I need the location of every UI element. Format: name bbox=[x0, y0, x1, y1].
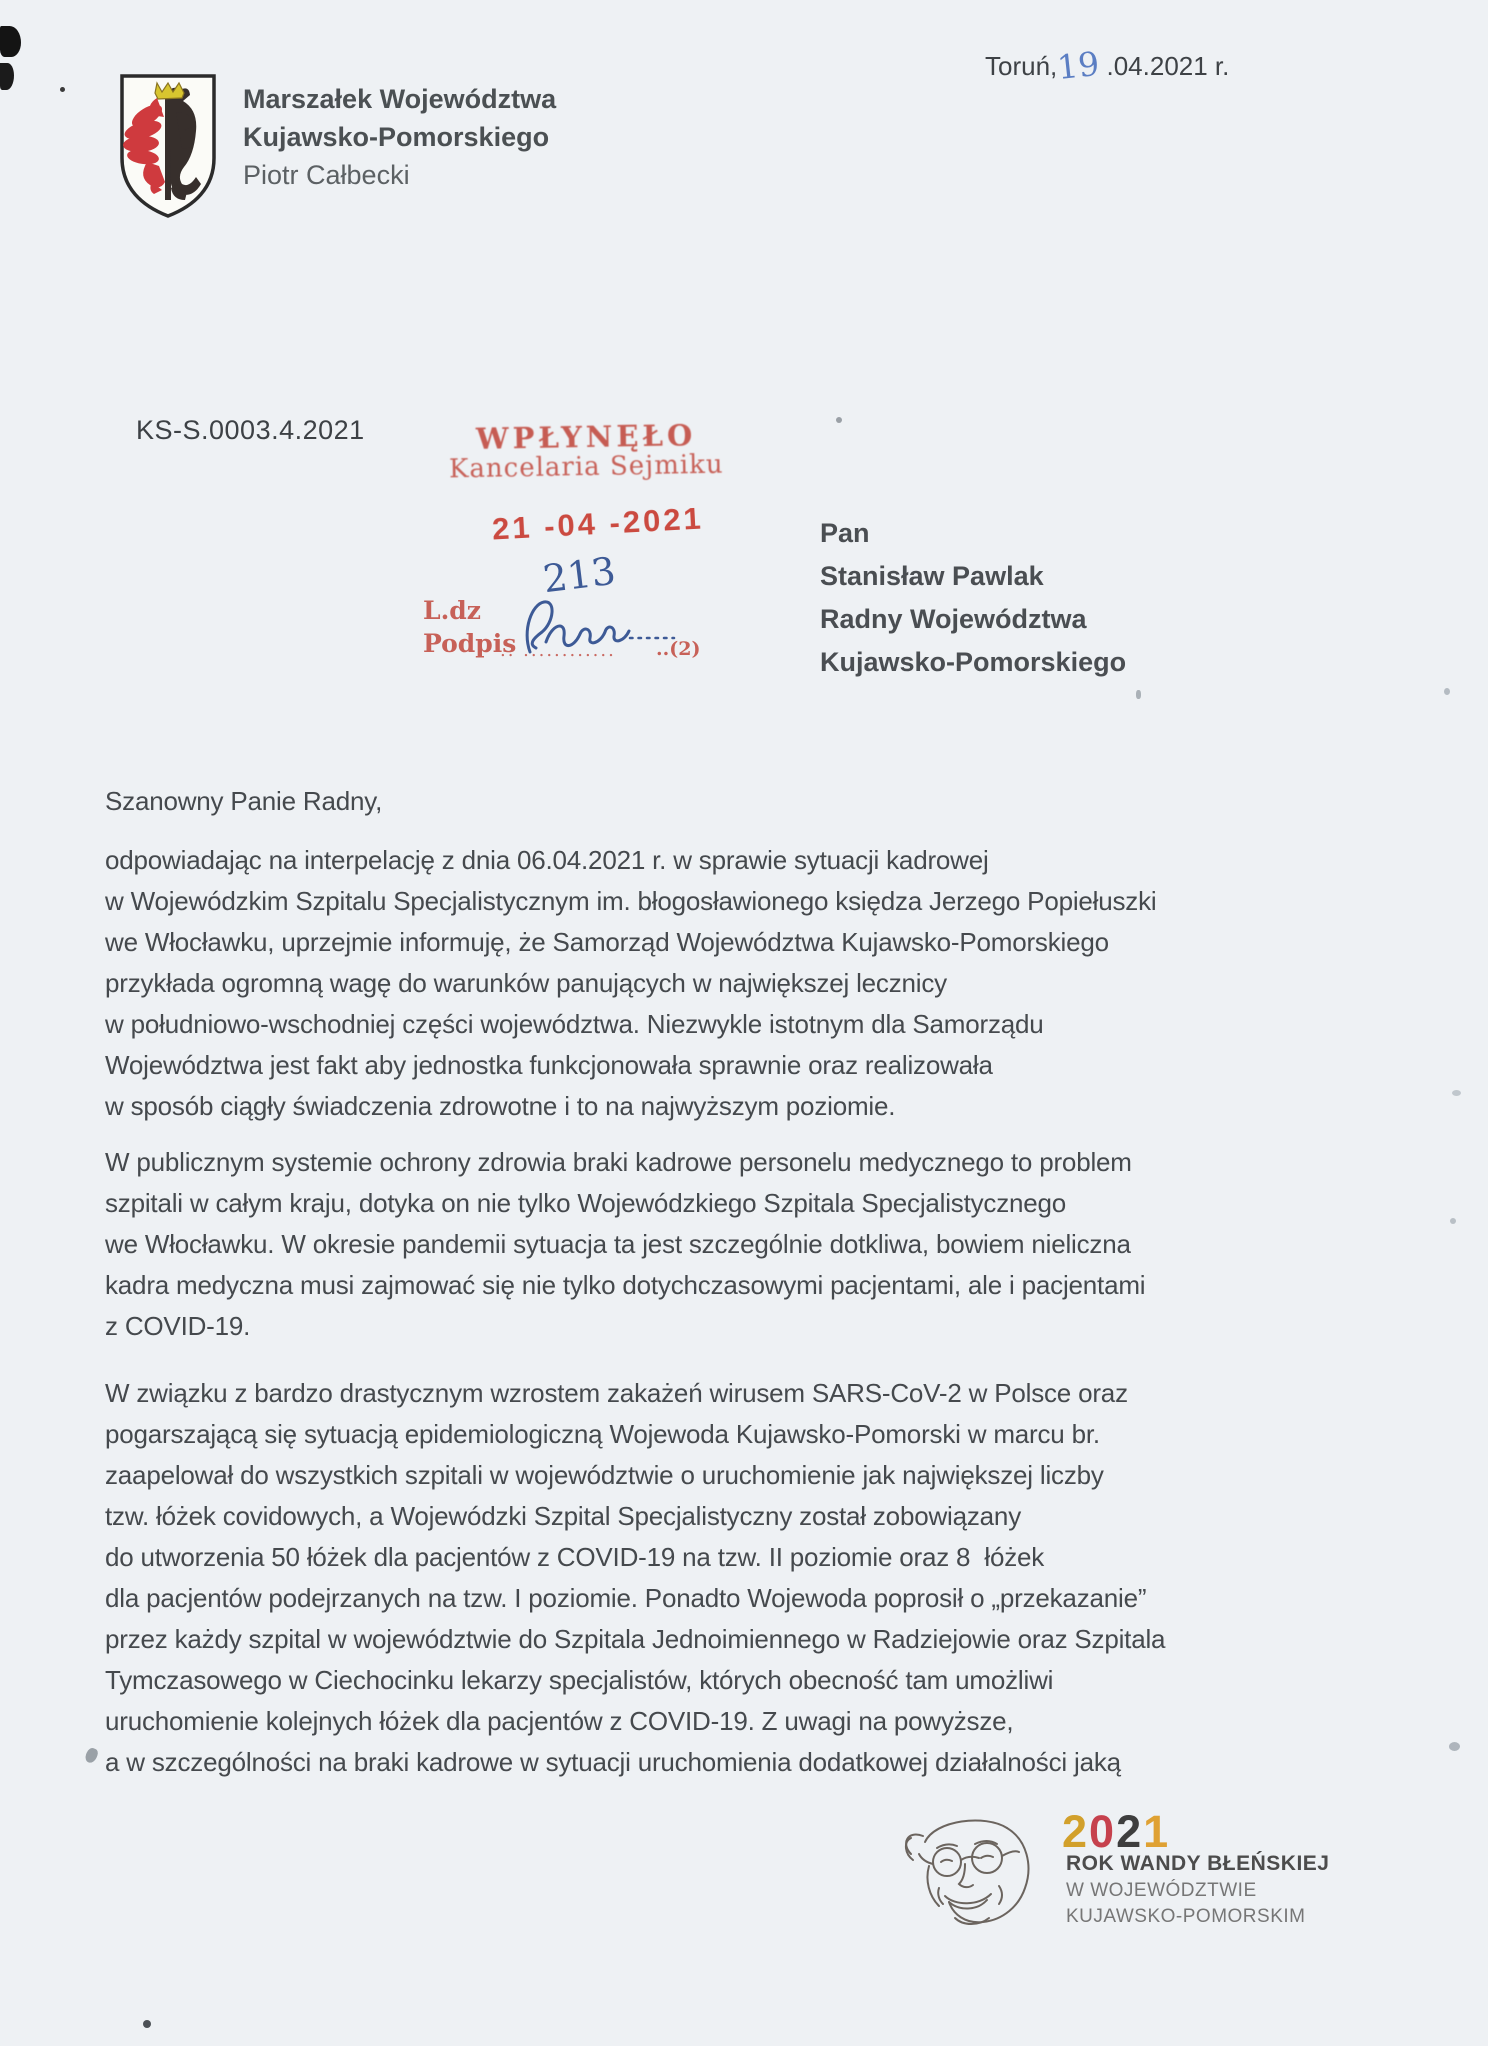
year-digit: 2 bbox=[1116, 1806, 1144, 1857]
body-line: Województwa jest fakt aby jednostka funkcjonowała sprawnie oraz realizowała bbox=[105, 1050, 993, 1080]
sender-title-line1: Marszałek Województwa bbox=[243, 84, 557, 114]
logo-caption-line2: W WOJEWÓDZTWIE bbox=[1066, 1880, 1257, 1901]
recipient-salutation-word: Pan bbox=[820, 518, 870, 548]
body-line: odpowiadając na interpelację z dnia 06.04.2021 r. w sprawie sytuacji kadrowej bbox=[105, 845, 989, 875]
recipient-block bbox=[820, 512, 1126, 684]
body-line: przez każdy szpital w województwie do Szpitala Jednoimiennego w Radziejowie oraz Szpitala bbox=[105, 1624, 1166, 1654]
stamp-podpis-label: Podpis bbox=[423, 629, 517, 658]
body-line: uruchomienie kolejnych łóżek dla pacjentów z COVID-19. Z uwagi na powyższe, bbox=[105, 1706, 1014, 1736]
year-digit: 0 bbox=[1089, 1806, 1117, 1857]
stamp-ldz-label: L.dz bbox=[423, 596, 481, 625]
body-line: we Włocławku. W okresie pandemii sytuacja ta jest szczególnie dotkliwa, bowiem nieliczna bbox=[105, 1229, 1131, 1259]
scan-artifact bbox=[60, 87, 65, 92]
year-digit: 2 bbox=[1062, 1806, 1090, 1857]
letter-date bbox=[985, 43, 1230, 88]
body-line: zaapelował do wszystkich szpitali w województwie o uruchomienie jak największej liczby bbox=[105, 1460, 1104, 1490]
paragraph-2 bbox=[105, 1142, 1145, 1347]
body-line: przykłada ogromną wagę do warunków panujących w największej lecznicy bbox=[105, 968, 947, 998]
body-line: w południowo-wschodniej części województwa. Niezwykle istotnym dla Samorządu bbox=[105, 1009, 1044, 1039]
body-line: Tymczasowego w Ciechocinku lekarzy specjalistów, których obecność tam umożliwi bbox=[105, 1665, 1054, 1695]
scan-artifact bbox=[1444, 688, 1450, 695]
scan-artifact bbox=[1136, 690, 1141, 699]
body-line: pogarszającą się sytuacją epidemiologiczną Wojewoda Kujawsko-Pomorski w marcu br. bbox=[105, 1419, 1100, 1449]
sender-title-line2: Kujawsko-Pomorskiego bbox=[243, 122, 550, 152]
scan-artifact bbox=[1452, 1090, 1461, 1096]
salutation: Szanowny Panie Radny, bbox=[105, 786, 383, 816]
stamp-handwritten-date: 21 -04 -2021 bbox=[491, 500, 705, 547]
recipient-role-line1: Radny Województwa bbox=[820, 604, 1087, 634]
reference-number: KS-S.0003.4.2021 bbox=[136, 415, 365, 445]
body-line: a w szczególności na braki kadrowe w sytuacji uruchomienia dodatkowej działalności jaką bbox=[105, 1747, 1121, 1777]
scan-artifact bbox=[1449, 1742, 1460, 1751]
scan-artifact bbox=[0, 26, 21, 57]
sender-block bbox=[243, 80, 556, 194]
wanda-blenska-portrait-sketch bbox=[893, 1812, 1055, 1936]
paragraph-3 bbox=[105, 1373, 1165, 1783]
date-city: Toruń, bbox=[985, 51, 1058, 81]
scan-artifact bbox=[1450, 1218, 1456, 1224]
scan-artifact bbox=[836, 417, 842, 423]
stamp-dotted-line: .. ............ bbox=[500, 640, 616, 661]
date-rest: .04.2021 r. bbox=[1099, 51, 1230, 81]
body-line: szpitali w całym kraju, dotyka on nie tylko Wojewódzkiego Szpitala Specjalistycznego bbox=[105, 1188, 1067, 1218]
stamp-office-label: Kancelaria Sejmiku bbox=[448, 449, 724, 485]
coat-of-arms-kujawsko-pomorskie bbox=[116, 70, 220, 220]
recipient-role-line2: Kujawsko-Pomorskiego bbox=[820, 647, 1127, 677]
handwritten-register-number: 213 bbox=[540, 548, 618, 602]
logo-caption-line1: ROK WANDY BŁEŃSKIEJ bbox=[1066, 1852, 1330, 1875]
scan-artifact bbox=[84, 1747, 99, 1765]
paragraph-1 bbox=[105, 840, 1156, 1127]
sender-name: Piotr Całbecki bbox=[243, 160, 410, 190]
body-line: W związku z bardzo drastycznym wzrostem zakażeń wirusem SARS-CoV-2 w Polsce oraz bbox=[105, 1378, 1128, 1408]
body-line: w sposób ciągły świadczenia zdrowotne i to na najwyższym poziomie. bbox=[105, 1091, 896, 1121]
body-line: W publicznym systemie ochrony zdrowia braki kadrowe personelu medycznego to problem bbox=[105, 1147, 1132, 1177]
body-line: tzw. łóżek covidowych, a Wojewódzki Szpital Specjalistyczny został zobowiązany bbox=[105, 1501, 1021, 1531]
year-digit: 1 bbox=[1143, 1806, 1171, 1857]
scan-artifact bbox=[0, 63, 14, 90]
scan-artifact bbox=[143, 2020, 151, 2028]
recipient-name: Stanisław Pawlak bbox=[820, 561, 1044, 591]
anniversary-year bbox=[1062, 1806, 1170, 1858]
body-line: z COVID-19. bbox=[105, 1311, 251, 1341]
body-line: do utworzenia 50 łóżek dla pacjentów z COVID-19 na tzw. II poziomie oraz 8 łóżek bbox=[105, 1542, 1045, 1572]
stamp-page-note: ..(2) bbox=[656, 638, 701, 660]
body-line: w Wojewódzkim Szpitalu Specjalistycznym im. błogosławionego księdza Jerzego Popiełuszki bbox=[105, 886, 1157, 916]
stamp-received-label: WPŁYNĘŁO bbox=[475, 418, 697, 456]
handwritten-day: 19 bbox=[1055, 43, 1102, 88]
handwritten-signature bbox=[512, 580, 687, 675]
logo-caption-line3: KUJAWSKO-POMORSKIM bbox=[1066, 1906, 1306, 1927]
body-line: we Włocławku, uprzejmie informuję, że Samorząd Województwa Kujawsko-Pomorskiego bbox=[105, 927, 1109, 957]
body-line: dla pacjentów podejrzanych na tzw. I poziomie. Ponadto Wojewoda poprosił o „przekazanie” bbox=[105, 1583, 1147, 1613]
body-line: kadra medyczna musi zajmować się nie tylko dotychczasowymi pacjentami, ale i pacjentami bbox=[105, 1270, 1146, 1300]
